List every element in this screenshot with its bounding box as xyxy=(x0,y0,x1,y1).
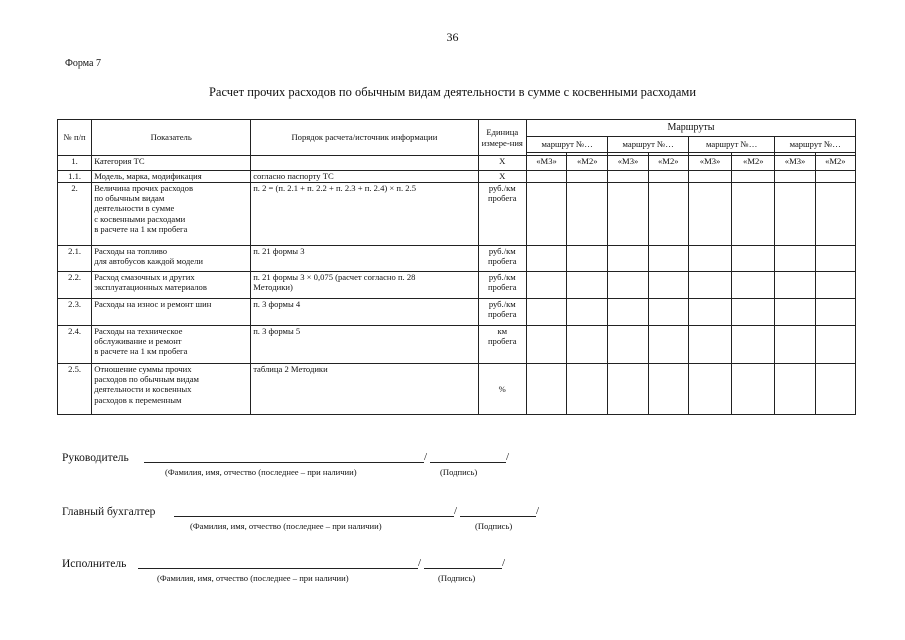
head-sign-line[interactable] xyxy=(430,462,506,463)
row-unit: руб./км пробега xyxy=(478,183,526,246)
slash: / xyxy=(502,557,506,569)
table-row xyxy=(58,246,856,272)
row-indicator: Расходы на износ и ремонт шин xyxy=(92,299,251,326)
model-m3: «М3» xyxy=(688,156,731,171)
header-route-4: маршрут №… xyxy=(775,137,856,153)
page-title: Расчет прочих расходов по обычным видам деятельности в сумме с косвенными расходами xyxy=(208,85,697,99)
header-routes: Маршруты xyxy=(526,120,855,137)
model-m2: «М2» xyxy=(732,156,775,171)
executor-fio-line[interactable] xyxy=(138,568,418,569)
row-num: 1.1. xyxy=(58,171,92,183)
table-row xyxy=(58,326,856,364)
executor-fio-caption: (Фамилия, имя, отчество (последнее – при наличии) xyxy=(157,573,349,583)
row-indicator: Отношение суммы прочих расходов по обычным видам деятельности и косвенных расходов к переменным xyxy=(92,364,251,415)
header-route-3: маршрут №… xyxy=(688,137,775,153)
page-number: 36 xyxy=(446,30,459,44)
accountant-sign-caption: (Подпись) xyxy=(475,521,513,531)
head-fio-line[interactable] xyxy=(144,462,424,463)
table-row xyxy=(58,272,856,299)
table-row xyxy=(58,299,856,326)
row-method: п. 3 формы 5 xyxy=(251,326,478,364)
row-unit: руб./км пробега xyxy=(478,272,526,299)
row-indicator: Расходы на топливо для автобусов каждой модели xyxy=(92,246,251,272)
row-num: 2.3. xyxy=(58,299,92,326)
row-method xyxy=(251,156,478,171)
row-unit: X xyxy=(478,156,526,171)
header-indicator: Показатель xyxy=(92,120,251,156)
model-m2: «М2» xyxy=(648,156,688,171)
model-m3: «М3» xyxy=(608,156,648,171)
row-unit: руб./км пробега xyxy=(478,246,526,272)
row-num: 2.2. xyxy=(58,272,92,299)
row-indicator: Расходы на техническое обслуживание и ремонт в расчете на 1 км пробега xyxy=(92,326,251,364)
head-fio-caption: (Фамилия, имя, отчество (последнее – при наличии) xyxy=(165,467,357,477)
model-m2: «М2» xyxy=(815,156,855,171)
slash: / xyxy=(506,451,510,463)
row-method: п. 3 формы 4 xyxy=(251,299,478,326)
row-unit: руб./км пробега xyxy=(478,299,526,326)
row-indicator: Модель, марка, модификация xyxy=(92,171,251,183)
header-route-2: маршрут №… xyxy=(608,137,689,153)
header-route-1: маршрут №… xyxy=(526,137,608,153)
accountant-label: Главный бухгалтер xyxy=(62,506,156,518)
header-method: Порядок расчета/источник информации xyxy=(251,120,478,156)
executor-sign-line[interactable] xyxy=(424,568,502,569)
model-m3: «М3» xyxy=(526,156,566,171)
row-method: п. 2 = (п. 2.1 + п. 2.2 + п. 2.3 + п. 2.4) × п. 2.5 xyxy=(251,183,478,246)
expenses-table xyxy=(57,119,856,415)
row-unit: X xyxy=(478,171,526,183)
slash: / xyxy=(418,557,422,569)
header-row-1 xyxy=(58,120,856,137)
slash: / xyxy=(454,505,458,517)
head-label: Руководитель xyxy=(62,452,129,464)
row-num: 2.5. xyxy=(58,364,92,415)
head-sign-caption: (Подпись) xyxy=(440,467,478,477)
form-label: Форма 7 xyxy=(65,58,101,69)
row-num: 1. xyxy=(58,156,92,171)
row-indicator: Расход смазочных и других эксплуатационных материалов xyxy=(92,272,251,299)
accountant-fio-line[interactable] xyxy=(174,516,454,517)
header-unit: Единица измере-ния xyxy=(478,120,526,156)
row-indicator: Величина прочих расходов по обычным видам деятельности в сумме с косвенными расходами в расчете на 1 км пробега xyxy=(92,183,251,246)
executor-label: Исполнитель xyxy=(62,558,127,570)
accountant-sign-line[interactable] xyxy=(460,516,536,517)
row-num: 2.4. xyxy=(58,326,92,364)
model-m2: «М2» xyxy=(567,156,608,171)
row-unit: км пробега xyxy=(478,326,526,364)
executor-sign-caption: (Подпись) xyxy=(438,573,476,583)
slash: / xyxy=(536,505,540,517)
table-row xyxy=(58,156,856,171)
header-num: № п/п xyxy=(58,120,92,156)
row-method: п. 21 формы 3 × 0,075 (расчет согласно п. 28 Методики) xyxy=(251,272,478,299)
table-row xyxy=(58,183,856,246)
row-num: 2.1. xyxy=(58,246,92,272)
row-method: согласно паспорту ТС xyxy=(251,171,478,183)
row-method: п. 21 формы 3 xyxy=(251,246,478,272)
table-row xyxy=(58,364,856,415)
slash: / xyxy=(424,451,428,463)
row-unit: % xyxy=(478,364,526,415)
row-indicator: Категория ТС xyxy=(92,156,251,171)
model-m3: «М3» xyxy=(775,156,815,171)
row-method: таблица 2 Методики xyxy=(251,364,478,415)
table-row xyxy=(58,171,856,183)
row-num: 2. xyxy=(58,183,92,246)
accountant-fio-caption: (Фамилия, имя, отчество (последнее – при наличии) xyxy=(190,521,382,531)
